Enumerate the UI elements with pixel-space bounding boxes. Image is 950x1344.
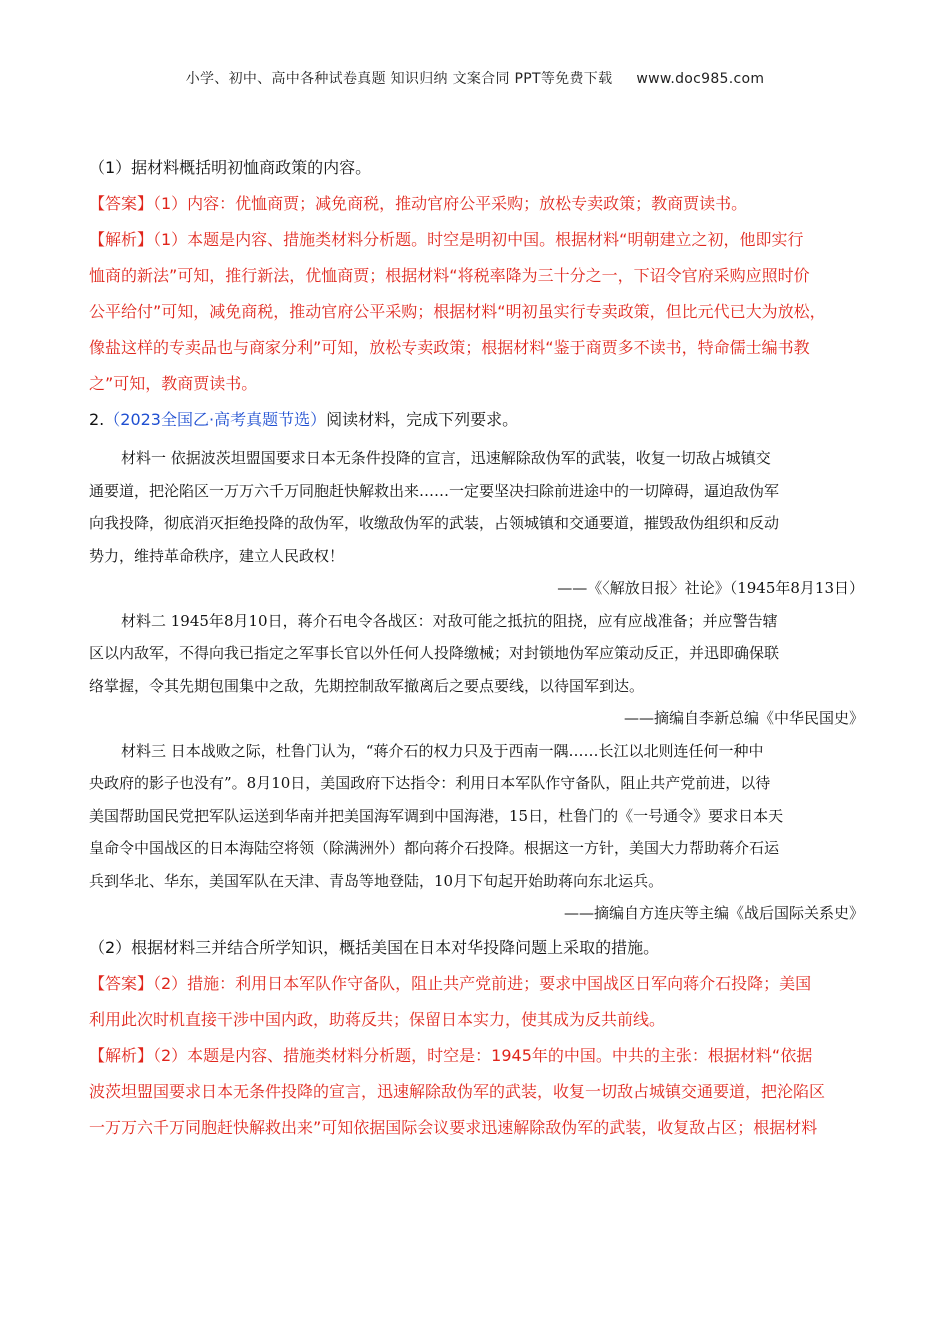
q1-analysis-line: 像盐这样的专卖品也与商家分利”可知，放松专卖政策；根据材料“鉴于商贾多不读书，特命儒士编书教	[89, 338, 810, 357]
q2-source-tag: （2023全国乙·高考真题节选）	[104, 410, 327, 429]
page-header	[0, 68, 950, 88]
material-3	[89, 735, 864, 930]
header-url[interactable]: www.doc985.com	[636, 71, 765, 87]
q2-answer-line: 利用此次时机直接干涉中国内政，助蒋反共；保留日本实力，使其成为反共前线。	[89, 1009, 666, 1029]
q1-analysis-line: 恤商的新法”可知，推行新法，优恤商贾；根据材料“将税率降为三十分之一，下诏令官府采购应照时价	[89, 266, 810, 285]
material-line: 区以内敌军，不得向我已指定之军事长官以外任何人投降缴械；对封锁地伪军应策动反正，并迅即确保联	[89, 644, 780, 662]
q1-analysis-line: 公平给付”可知，减免商税，推动官府公平采购；根据材料“明初虽实行专卖政策，但比元代已大为放松，	[89, 302, 826, 321]
material-line: 央政府的影子也没有”。8月10日，美国政府下达指令：利用日本军队作守备队，阻止共产党前进，以待	[89, 774, 771, 792]
material-line: 兵到华北、华东，美国军队在天津、青岛等地登陆，10月下旬起开始助蒋向东北运兵。	[89, 871, 664, 890]
q1-analysis-line: 之”可知，教商贾读书。	[89, 374, 258, 393]
material-2	[89, 605, 864, 735]
q1-answer: 【答案】（1）内容：优恤商贾；减免商税，推动官府公平采购；放松专卖政策；教商贾读书。	[89, 194, 748, 213]
material-line: 络掌握，令其先期包围集中之敌，先期控制敌军撤离后之要点要线，以待国军到达。	[89, 676, 645, 695]
q2-number: 2.	[89, 410, 105, 429]
q2-analysis-line: 一万万六千万同胞赶快解救出来”可知依据国际会议要求迅速解除敌伪军的武装，收复敌占区；根据材料	[89, 1117, 818, 1137]
q2-sub-prompt: （2）根据材料三并结合所学知识，概括美国在日本对华投降问题上采取的措施。	[89, 937, 660, 957]
q2-analysis-line: 波茨坦盟国要求日本无条件投降的宣言，迅速解除敌伪军的武装，收复一切敌占城镇交通要道，把沦陷区	[89, 1081, 826, 1101]
material-line: 美国帮助国民党把军队运送到华南并把美国海军调到中国海港，15日，杜鲁门的《一号通令》要求日本天	[89, 806, 784, 825]
q2-analysis-line: 【解析】（2）本题是内容、措施类材料分析题，时空是：1945年的中国。中共的主张：根据材料“依据	[89, 1045, 813, 1065]
material-line: 向我投降，彻底消灭拒绝投降的敌伪军，收缴敌伪军的武装，占领城镇和交通要道，摧毁敌伪组织和反动	[89, 514, 780, 532]
q1-analysis-line: 【解析】（1）本题是内容、措施类材料分析题。时空是明初中国。根据材料“明朝建立之初，他即实行	[89, 230, 804, 249]
header-text: 小学、初中、高中各种试卷真题 知识归纳 文案合同 PPT等免费下载	[185, 71, 613, 87]
q2-heading	[89, 402, 864, 438]
q1-prompt: （1）据材料概括明初恤商政策的内容。	[89, 158, 372, 177]
document-body	[89, 150, 864, 1146]
material-1-source: ——《〈解放日报〉社论》（1945年8月13日）	[557, 579, 864, 597]
material-line: 势力，维持革命秩序，建立人民政权！	[89, 546, 345, 565]
q2-answer-line: 【答案】（2）措施：利用日本军队作守备队，阻止共产党前进；要求中国战区日军向蒋介石投降；美国	[89, 973, 812, 993]
material-3-source: ——摘编自方连庆等主编《战后国际关系史》	[563, 904, 864, 922]
material-line: 材料二 1945年8月10日，蒋介石电令各战区：对敌可能之抵抗的阻挠，应有应战准备；并应警告辖	[121, 611, 778, 630]
material-line: 材料三 日本战败之际，杜鲁门认为，“蒋介石的权力只及于西南一隅……长江以北则连任何一种中	[121, 741, 764, 760]
material-line: 皇命令中国战区的日本海陆空将领（除满洲外）都向蒋介石投降。根据这一方针，美国大力帮助蒋介石运	[89, 839, 780, 857]
material-line: 材料一 依据波茨坦盟国要求日本无条件投降的宣言，迅速解除敌伪军的武装，收复一切敌占城镇交	[121, 449, 771, 467]
material-line: 通要道，把沦陷区一万万六千万同胞赶快解救出来……一定要坚决扫除前进途中的一切障碍，逼迫敌伪军	[89, 481, 780, 500]
material-2-source: ——摘编自李新总编《中华民国史》	[623, 709, 864, 727]
q2-instruction: 阅读材料，完成下列要求。	[326, 410, 519, 429]
material-1	[89, 442, 864, 605]
